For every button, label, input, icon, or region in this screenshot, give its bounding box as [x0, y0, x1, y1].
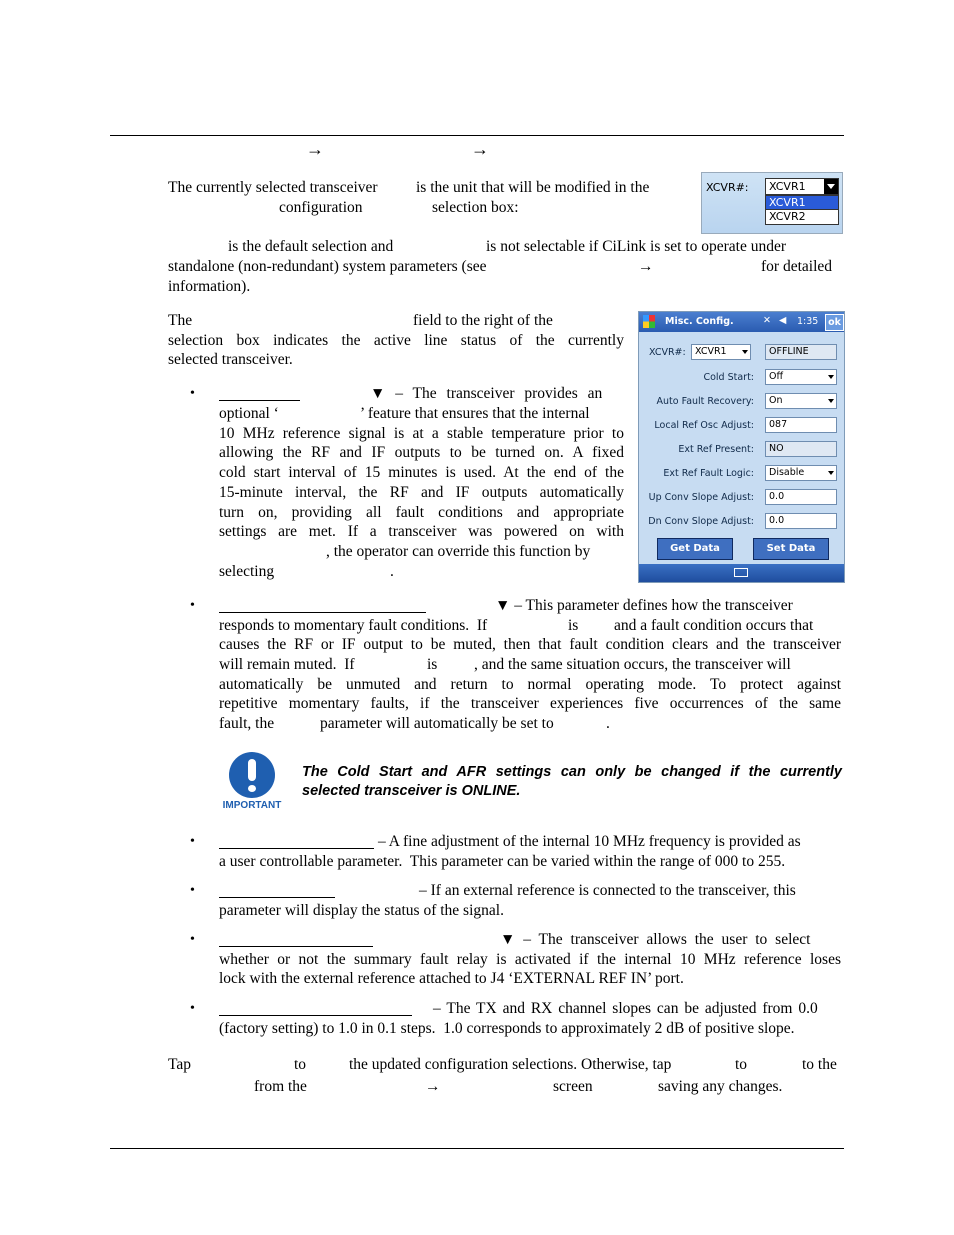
xcvr-select-value: XCVR1 [695, 346, 727, 357]
cold-l1: ▼ – The transceiver provides an [370, 385, 603, 402]
device-title: Misc. Config. [665, 316, 734, 327]
ext-ref-present-label: Ext Ref Present: [678, 444, 754, 455]
afr-l4-b: is [427, 656, 438, 673]
intro-line1-right: is the unit that will be modified in the [416, 179, 650, 196]
para2-l1-b: is not selectable if CiLink is set to operate under [486, 238, 787, 255]
chevron-down-icon [828, 471, 834, 475]
ext-ref-present-field [765, 441, 837, 457]
windows-start-icon [643, 315, 655, 328]
afr-l7-b: parameter will automatically be set to [320, 715, 554, 732]
xcvr-select-field [765, 178, 839, 195]
footer-l1-a: Tap [168, 1056, 192, 1073]
status-value: OFFLINE [769, 346, 809, 357]
footer-l1-d: to [735, 1056, 748, 1073]
slope-l2: (factory setting) to 1.0 in 0.1 steps. 1.0 corresponds to approximately 2 dB of positive slope. [219, 1020, 795, 1037]
para2-l2-b: for detailed [761, 258, 833, 275]
intro-line1-left: The currently selected transceiver [168, 179, 378, 196]
auto-fault-recovery-select[interactable] [765, 393, 837, 409]
device-time: 1:35 [797, 316, 819, 327]
xcvr-option-2-label: XCVR2 [769, 210, 806, 223]
para2-l2-a: standalone (non-redundant) system parameters (see [168, 258, 487, 275]
footer-l2-c: saving any changes. [658, 1078, 783, 1095]
bullet-dot: • [190, 1001, 195, 1016]
para3-l1-b: field to the right of the [413, 312, 553, 329]
signal-icon: ✕ [763, 315, 771, 326]
chevron-down-icon [742, 350, 748, 354]
ext-ref-fault-logic-value: Disable [769, 467, 805, 478]
cold-l5: cold start interval of 15 minutes is used. At the end of the [219, 464, 624, 481]
afr-l7-a: fault, the [219, 715, 275, 732]
para3-l2: selection box indicates the active line status of the currently [168, 332, 624, 349]
bullet-dot: • [190, 883, 195, 898]
afr-l6: repetitive momentary faults, if the transceiver experiences five occurrences of the same [219, 695, 841, 712]
status-field [765, 344, 837, 360]
cold-l10-b: . [390, 563, 394, 580]
xcvr-option-1 [765, 195, 839, 210]
bullet-dot: • [190, 598, 195, 613]
cold-l7: turn on, providing all fault conditions and appropriate [219, 504, 624, 521]
ext-ref-present-value: NO [769, 443, 784, 454]
device-title-bar [639, 312, 844, 332]
important-icon [219, 752, 285, 812]
ext-underline [219, 897, 335, 898]
ext-ref-fault-logic-select[interactable] [765, 465, 837, 481]
xcvr-option-1-label: XCVR1 [769, 196, 806, 209]
xcvr-select-label: XCVR#: [706, 181, 749, 194]
logic-l3: lock with the external reference attached to J4 ‘EXTERNAL REF IN’ port. [219, 970, 684, 987]
footer-rule [110, 1148, 844, 1149]
ext-ref-fault-logic-label: Ext Ref Fault Logic: [663, 468, 754, 479]
important-label: IMPORTANT [222, 800, 282, 811]
slope-l1: – The TX and RX channel slopes can be adjusted from 0.0 [433, 1000, 818, 1017]
device-soft-keyboard-bar [639, 564, 844, 582]
ext-l2: parameter will display the status of the signal. [219, 902, 504, 919]
header-rule [110, 135, 844, 136]
para2-l2-arrow: → [638, 258, 654, 275]
get-data-button[interactable]: Get Data [657, 538, 733, 560]
bullet-dot: • [190, 932, 195, 947]
misc-config-device-screenshot [638, 311, 845, 583]
set-data-button[interactable]: Set Data [753, 538, 829, 560]
osc-l2: a user controllable parameter. This parameter can be varied within the range of 000 to 255. [219, 853, 786, 870]
auto-fault-recovery-label: Auto Fault Recovery: [656, 396, 754, 407]
local-ref-osc-label: Local Ref Osc Adjust: [654, 420, 754, 431]
important-note-l2: selected transceiver is ONLINE. [302, 783, 521, 799]
footer-l1-b: to [294, 1056, 307, 1073]
up-conv-slope-input[interactable] [765, 489, 837, 505]
footer-l1-e: to the [802, 1056, 837, 1073]
slope-underline [219, 1015, 412, 1016]
para2-l1-a: is the default selection and [228, 238, 394, 255]
cold-start-underline [219, 400, 300, 401]
cold-l10-a: selecting [219, 563, 275, 580]
exclamation-circle-icon [229, 752, 275, 798]
afr-l4-c: , and the same situation occurs, the transceiver will [474, 656, 791, 673]
dn-conv-slope-input[interactable] [765, 513, 837, 529]
cold-l8: settings are met. If a transceiver was powered on with [219, 523, 624, 540]
cold-start-select[interactable] [765, 369, 837, 385]
logic-l2: whether or not the summary fault relay is activated if the internal 10 MHz reference loses [219, 951, 841, 968]
cold-start-label: Cold Start: [703, 372, 754, 383]
up-conv-slope-label: Up Conv Slope Adjust: [648, 492, 754, 503]
chevron-down-icon [824, 179, 838, 194]
para2-l3: information). [168, 278, 251, 295]
ext-l1: – If an external reference is connected to the transceiver, this [419, 882, 796, 899]
afr-l3: causes the RF or IF output to be muted, then that fault condition clears and the transceiver [219, 636, 841, 653]
cold-l2-b: ’ feature that ensures that the internal [360, 405, 590, 422]
xcvr-label: XCVR#: [649, 347, 686, 358]
up-conv-slope-value: 0.0 [769, 491, 785, 502]
afr-l5: automatically be unmuted and return to normal operating mode. To protect against [219, 676, 841, 693]
osc-underline [219, 848, 374, 849]
cold-start-value: Off [769, 371, 784, 382]
para3-l3: selected transceiver. [168, 351, 293, 368]
xcvr-select[interactable] [691, 344, 751, 360]
bullet-dot: • [190, 834, 195, 849]
afr-l2-c: and a fault condition occurs that [614, 617, 814, 634]
cold-l9: , the operator can override this function by [326, 543, 591, 560]
cold-l4: allowing the RF and IF outputs to be turned on. A fixed [219, 444, 624, 461]
afr-l2-b: is [568, 617, 579, 634]
local-ref-osc-input[interactable] [765, 417, 837, 433]
intro-line2-b: selection box: [432, 199, 519, 216]
dn-conv-slope-value: 0.0 [769, 515, 785, 526]
keyboard-icon[interactable] [734, 568, 748, 577]
chevron-down-icon [828, 375, 834, 379]
bullet-dot: • [190, 386, 195, 401]
osc-l1: – A fine adjustment of the internal 10 MHz frequency is provided as [378, 833, 801, 850]
important-note-l1: The Cold Start and AFR settings can only be changed if the currently [302, 764, 842, 780]
chevron-down-icon [828, 399, 834, 403]
cold-l2-a: optional ‘ [219, 405, 279, 422]
xcvr-select-value: XCVR1 [769, 180, 806, 193]
footer-l2-b: screen [553, 1078, 593, 1095]
auto-fault-recovery-value: On [769, 395, 783, 406]
xcvr-selection-box-figure [701, 172, 843, 234]
afr-l2-a: responds to momentary fault conditions. If [219, 617, 488, 634]
logic-underline [219, 946, 373, 947]
speaker-icon: ◀ [779, 315, 787, 326]
afr-l1: ▼ – This parameter defines how the transceiver [495, 597, 793, 614]
local-ref-osc-value: 087 [769, 419, 788, 430]
logic-l1: ▼ – The transceiver allows the user to select [500, 931, 811, 948]
xcvr-option-2 [765, 210, 839, 225]
afr-l7-c: . [606, 715, 610, 732]
afr-l4-a: will remain muted. If [219, 656, 355, 673]
para3-l1-a: The [168, 312, 193, 329]
path-arrow-2: → [471, 139, 489, 159]
footer-l1-c: the updated configuration selections. Otherwise, tap [349, 1056, 672, 1073]
cold-l6: 15-minute interval, the RF and IF outputs automatically [219, 484, 624, 501]
cold-l3: 10 MHz reference signal is at a stable temperature prior to [219, 425, 624, 442]
path-arrow-1: → [306, 139, 324, 159]
ok-button[interactable]: ok [825, 314, 844, 331]
intro-line2-a: configuration [279, 199, 363, 216]
dn-conv-slope-label: Dn Conv Slope Adjust: [648, 516, 754, 527]
footer-l2-arrow: → [425, 1078, 441, 1095]
afr-underline [219, 612, 426, 613]
footer-l2-a: from the [254, 1078, 307, 1095]
